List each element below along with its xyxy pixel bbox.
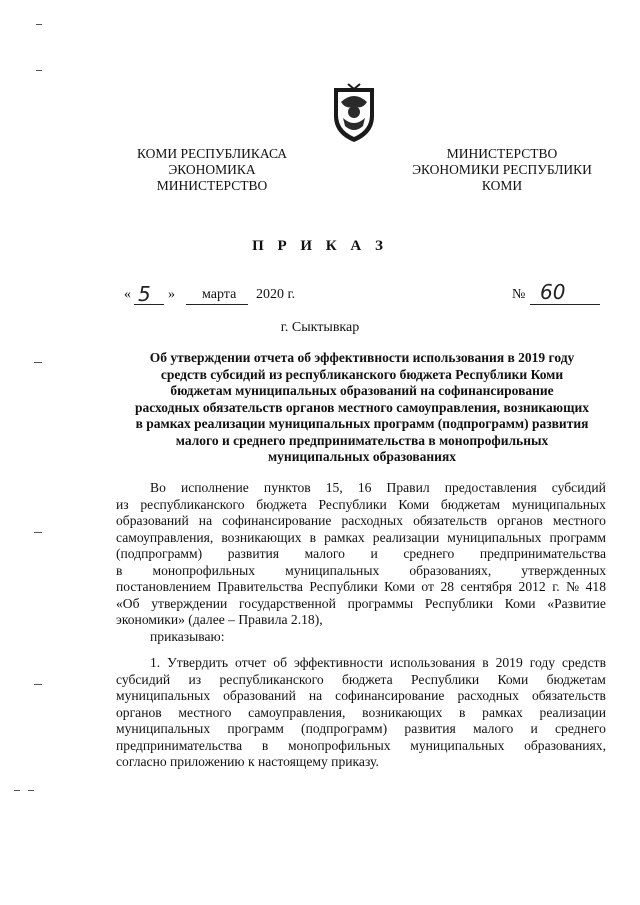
word: местного [178, 704, 232, 720]
heading-line: бюджетам муниципальных образований на софинансирование [170, 383, 554, 398]
word: г. [552, 579, 560, 594]
word: пунктов [263, 480, 311, 495]
word: образованиях, [524, 737, 606, 753]
heading-line: Об утверждении отчета об эффективности использования в 2019 году [149, 350, 575, 365]
order-heading [112, 350, 612, 466]
word: софинансирование [335, 688, 445, 703]
date-quote-open: « [124, 287, 131, 302]
word: рамках [324, 529, 365, 545]
header-left-line: ЭКОНОМИКА [168, 162, 256, 177]
word: муниципальных [410, 737, 505, 753]
word: предпринимательства [479, 546, 606, 561]
paragraph-line [116, 513, 606, 530]
word: 418 [585, 579, 606, 594]
month-underline [186, 304, 248, 305]
paragraph-line [116, 705, 606, 722]
number-underline [530, 304, 600, 305]
word: рамках [482, 704, 523, 720]
word: органов [116, 704, 162, 720]
word: муниципальных [116, 721, 211, 736]
header-right-line: ЭКОНОМИКИ РЕСПУБЛИКИ [412, 162, 592, 177]
word: софинансирование [222, 513, 332, 528]
day-underline [134, 304, 164, 305]
word: 2019 [495, 655, 523, 670]
word: постановлением [116, 579, 211, 594]
word: «Развитие [547, 595, 606, 611]
word: из [188, 671, 202, 687]
word: муниципальных [511, 496, 606, 512]
word: образований [116, 513, 189, 528]
word: Республики [318, 496, 387, 512]
word: Республики [424, 595, 494, 611]
word: от [421, 579, 434, 594]
word: 15, [325, 480, 343, 495]
word: республиканского [140, 496, 245, 512]
scan-margin-mark [28, 790, 34, 791]
word: Во [150, 480, 166, 495]
word: в [261, 737, 269, 753]
word: монопрофильных [287, 737, 391, 753]
paragraph-line [116, 596, 606, 613]
paragraph-line [116, 579, 606, 596]
word: Республики [410, 671, 480, 687]
word: среднего [555, 721, 606, 736]
word: на [308, 688, 323, 703]
word: эффективности [293, 655, 383, 670]
word: реализации [372, 529, 440, 545]
word: году [529, 655, 556, 670]
word: сентября [460, 579, 513, 594]
word: государственной [238, 595, 336, 611]
word: в [459, 704, 466, 720]
word: в [309, 529, 316, 545]
word: возникающих [362, 704, 443, 720]
word: программы [347, 595, 414, 611]
word: 16 [357, 480, 372, 495]
heading-line: малого и среднего предпринимательства в монопрофильных [175, 432, 549, 448]
word: малого [304, 546, 345, 561]
paragraph-line [116, 563, 606, 580]
word: из [116, 496, 129, 512]
word: предпринимательства [116, 737, 243, 753]
word: реализации [539, 704, 606, 720]
word: Утвердить [167, 655, 229, 670]
paragraph-line [116, 721, 606, 738]
word: малого [473, 721, 514, 736]
word: местного [552, 513, 606, 528]
scan-margin-mark [34, 532, 42, 533]
word: 28 [440, 579, 455, 594]
word: субсидий [116, 671, 171, 687]
word: Правительства [217, 579, 303, 594]
header-right-line: КОМИ [481, 178, 523, 193]
scan-margin-mark [14, 790, 20, 791]
word: бюджетам [546, 671, 606, 687]
paragraph-line [116, 546, 606, 563]
word: бюджетам [440, 496, 501, 512]
word: приказываю: [150, 628, 225, 644]
scan-margin-mark [34, 362, 42, 363]
date-number-row [120, 280, 610, 310]
word: (подпрограмм) [301, 721, 388, 736]
word: муниципальных [116, 688, 211, 703]
paragraph-line [116, 688, 606, 705]
ministry-name-russian [392, 146, 612, 194]
word: Коми [384, 579, 415, 594]
number-label: № [512, 287, 526, 302]
coat-of-arms-emblem [328, 82, 380, 144]
word: 2012 [518, 579, 546, 594]
word: № [566, 579, 580, 594]
word: обязательств [413, 513, 488, 528]
word: 1. [150, 655, 161, 670]
paragraph-line [116, 612, 606, 629]
paragraph-line [116, 754, 606, 771]
scan-margin-mark [36, 70, 42, 71]
word: образований [223, 688, 296, 703]
body-paragraph-preamble [116, 480, 606, 645]
word: самоуправления, [116, 529, 214, 545]
word: и [370, 546, 378, 561]
paragraph-line [116, 629, 606, 646]
date-day: 5 [138, 282, 151, 306]
word: муниципальных [285, 562, 380, 578]
word: (подпрограмм) [116, 546, 203, 561]
heading-line: расходных обязательств органов местного самоуправления, возникающих [134, 399, 589, 415]
heading-line: муниципальных образованиях [267, 449, 457, 464]
word: в [116, 562, 123, 578]
word: республиканского [219, 671, 324, 687]
paragraph-line [116, 738, 606, 755]
header-left-line: МИНИСТЕРСТВО [156, 178, 268, 193]
scan-margin-mark [36, 24, 42, 25]
word: органов [497, 513, 543, 528]
word: согласно приложению к настоящему приказу. [116, 754, 379, 769]
date-month: марта [202, 287, 237, 302]
word: возникающих [221, 529, 302, 545]
word: субсидий [551, 480, 606, 495]
word: расходных [341, 513, 403, 528]
word: бюджета [341, 671, 393, 687]
word: отчет [234, 655, 267, 670]
word: об [273, 655, 287, 670]
word: бюджета [256, 496, 307, 512]
word: Правил [386, 480, 430, 495]
header-right-line: МИНИСТЕРСТВО [446, 146, 558, 161]
word: самоуправления, [248, 704, 346, 720]
paragraph-line [116, 497, 606, 514]
word: расходных [457, 688, 519, 703]
word: развития [227, 546, 280, 561]
word: развития [404, 721, 456, 736]
scan-margin-mark [34, 684, 42, 685]
paragraph-line [116, 655, 606, 672]
word: Коми [504, 595, 536, 611]
word: программ [227, 721, 284, 736]
word: экономики» (далее – Правила 2.18), [116, 612, 323, 627]
paragraph-line [116, 480, 606, 497]
document-title: П Р И К А З [252, 238, 388, 254]
body-paragraph-item-1 [116, 655, 606, 771]
header-left-line: КОМИ РЕСПУБЛИКАСА [136, 146, 288, 161]
city: г. Сыктывкар [280, 320, 360, 335]
ministry-name-komi [112, 146, 312, 194]
word: образованиях, [409, 562, 492, 578]
heading-line: средств субсидий из республиканского бюджета Республики Коми [160, 366, 564, 382]
word: средств [562, 655, 606, 670]
word: обязательств [531, 688, 606, 703]
word: «Об [116, 595, 140, 611]
word: утвержденных [521, 562, 606, 578]
paragraph-line [116, 672, 606, 689]
word: и [530, 721, 538, 736]
word: Республики [309, 579, 378, 594]
date-year: 2020 г. [256, 287, 296, 302]
order-number: 60 [540, 280, 566, 304]
heading-line: в рамках реализации муниципальных программ (подпрограмм) развития [135, 416, 589, 431]
word: исполнение [180, 480, 249, 495]
word: утверждении [151, 595, 228, 611]
word: в [482, 655, 489, 670]
word: Коми [497, 671, 529, 687]
word: использования [389, 655, 476, 670]
date-quote-close: » [168, 287, 175, 302]
word: программ [549, 529, 606, 545]
word: предоставления [444, 480, 537, 495]
word: Коми [398, 496, 430, 512]
word: среднего [403, 546, 455, 561]
word: муниципальных [447, 529, 542, 545]
word: на [198, 513, 213, 528]
word: монопрофильных [152, 562, 256, 578]
paragraph-line [116, 530, 606, 547]
